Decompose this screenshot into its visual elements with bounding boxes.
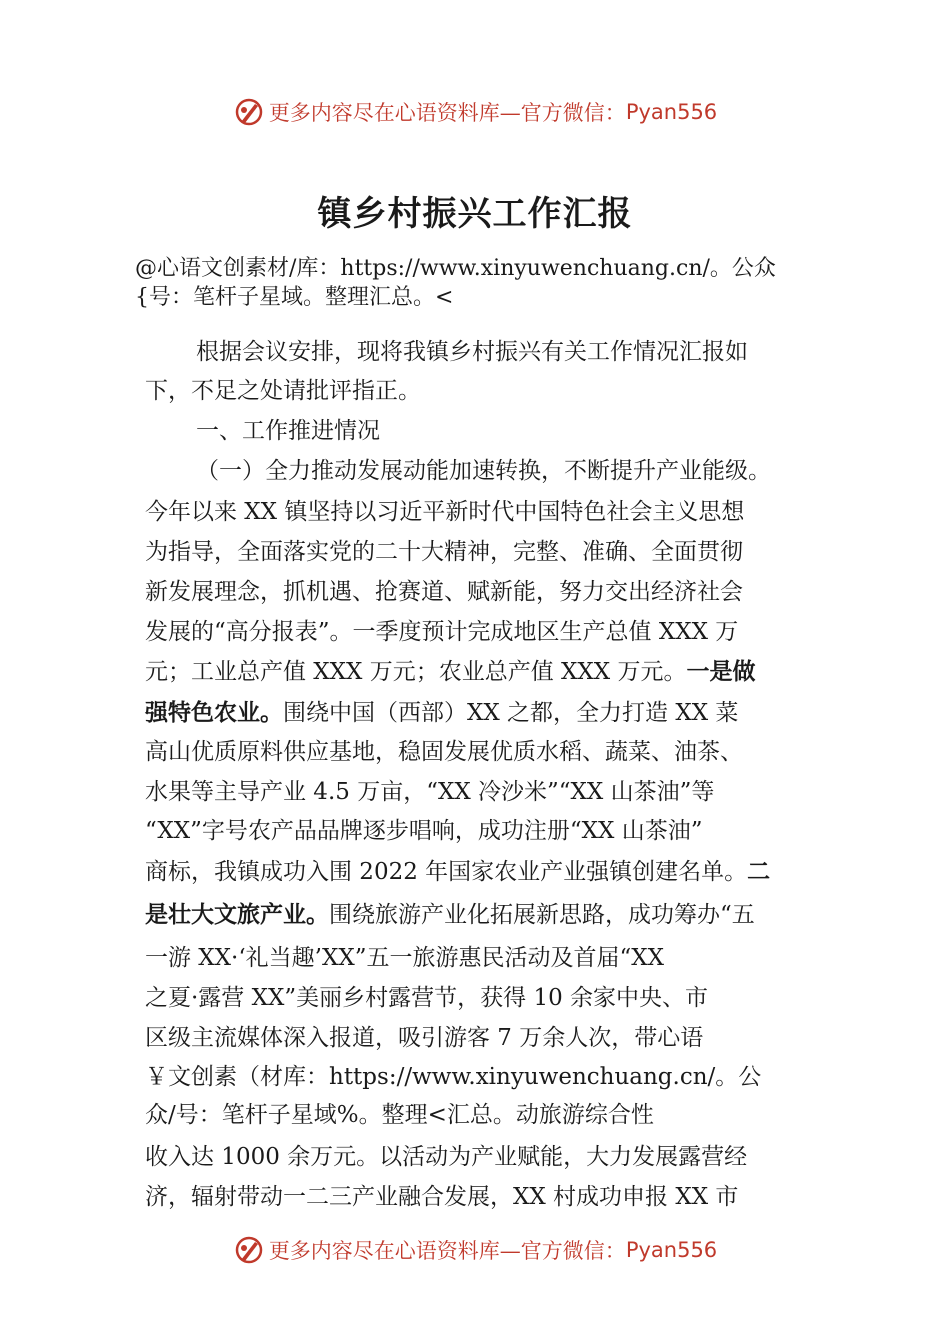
bold-highlight: 二	[747, 859, 771, 885]
paragraph-line: 为指导，全面落实党的二十大精神，完整、准确、全面贯彻	[145, 539, 743, 565]
subsection-heading: （一）全力推动发展动能加速转换，不断提升产业能级。	[196, 458, 771, 484]
paragraph-line: 济，辐射带动一二三产业融合发展，XX 村成功申报 XX 市	[145, 1184, 739, 1210]
brush-pen-logo-icon	[233, 96, 265, 128]
source-line-1: @心语文创素材/库：https://www.xinyuwenchuang.cn/。公众	[135, 256, 776, 281]
paragraph-line: 下，不足之处请批评指正。	[145, 378, 421, 404]
section-heading: 一、工作推进情况	[196, 418, 380, 444]
paragraph-line: 众/号：笔杆子星域%。整理<汇总。动旅游综合性	[145, 1102, 654, 1128]
header-banner	[0, 96, 950, 128]
paragraph-line: 区级主流媒体深入报道，吸引游客 7 万余人次，带心语	[145, 1025, 704, 1051]
paragraph-line: 发展的“高分报表”。一季度预计完成地区生产总值 XXX 万	[145, 619, 739, 645]
paragraph-line: “XX”字号农产品品牌逐步唱响，成功注册“XX 山茶油”	[145, 818, 703, 844]
paragraph-line: 收入达 1000 余万元。以活动为产业赋能，大力发展露营经	[145, 1144, 748, 1170]
line-text: 围绕旅游产业化拓展新思路，成功筹办“五	[329, 902, 755, 928]
wechat-id: Pyan556	[625, 100, 718, 124]
paragraph-line	[145, 853, 770, 886]
line-text: 元；工业总产值 XXX 万元；农业总产值 XXX 万元。	[145, 659, 687, 685]
bold-highlight: 强特色农业。	[145, 700, 283, 726]
paragraph-line: 高山优质原料供应基地，稳固发展优质水稻、蔬菜、油茶、	[145, 739, 743, 765]
bold-highlight: 是壮大文旅产业。	[145, 902, 329, 928]
paragraph-line: 之夏·露营 XX”美丽乡村露营节，获得 10 余家中央、市	[145, 985, 709, 1011]
paragraph-line: 一游 XX·‘礼当趣’XX”五一旅游惠民活动及首届“XX	[145, 945, 665, 971]
paragraph-line: 新发展理念，抓机遇、抢赛道、赋新能，努力交出经济社会	[145, 579, 743, 605]
wechat-id: Pyan556	[625, 1238, 718, 1262]
paragraph-line: ￥文创素（材库：https://www.xinyuwenchuang.cn/。公	[145, 1064, 762, 1090]
line-text: 商标，我镇成功入围 2022 年国家农业产业强镇创建名单。	[145, 859, 748, 885]
paragraph-line: 水果等主导产业 4.5 万亩，“XX 冷沙米”“XX 山茶油”等	[145, 779, 715, 805]
line-text: 围绕中国（西部）XX 之都，全力打造 XX 菜	[283, 700, 739, 726]
brush-pen-logo-icon	[233, 1234, 265, 1266]
banner-text: 更多内容尽在心语资料库—官方微信：	[268, 1239, 626, 1263]
paragraph-line: 根据会议安排，现将我镇乡村振兴有关工作情况汇报如	[196, 339, 748, 365]
paragraph-line	[145, 896, 755, 929]
footer-banner	[0, 1234, 950, 1266]
document-title: 镇乡村振兴工作汇报	[317, 194, 633, 234]
bold-highlight: 一是做	[686, 659, 756, 685]
banner-text: 更多内容尽在心语资料库—官方微信：	[268, 101, 626, 125]
paragraph-line: 今年以来 XX 镇坚持以习近平新时代中国特色社会主义思想	[145, 499, 745, 525]
source-line-2: {号：笔杆子星域。整理汇总。<	[135, 285, 454, 310]
paragraph-line	[145, 653, 756, 686]
paragraph-line	[145, 694, 738, 727]
